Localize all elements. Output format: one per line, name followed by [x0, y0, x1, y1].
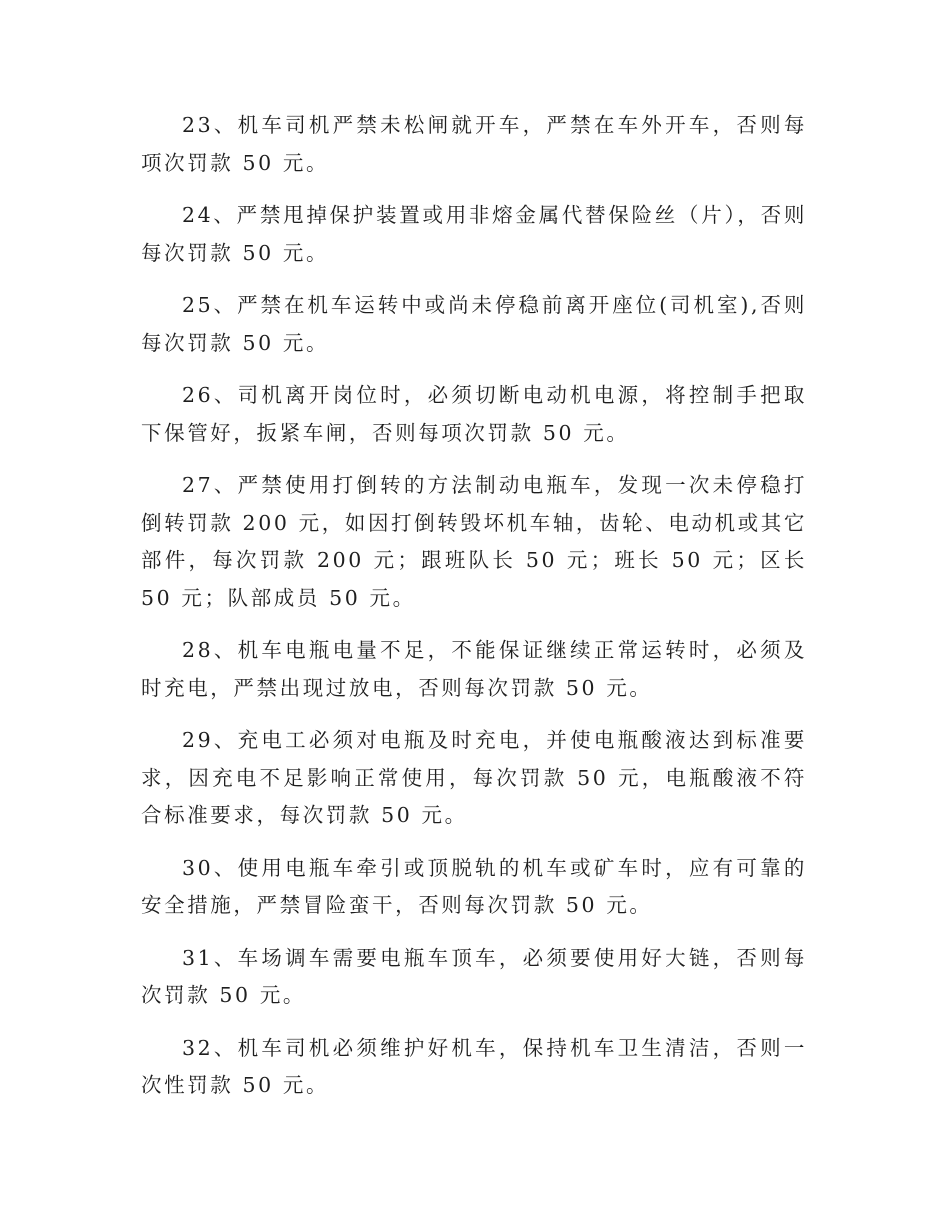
- rule-paragraph-27: 27、严禁使用打倒转的方法制动电瓶车，发现一次未停稳打倒转罚款 200 元，如因打倒转毁坏机车轴，齿轮、电动机或其它部件，每次罚款 200 元；跟班队长 50 元；班长 50 元；区长 50 元；队部成员 50 元。: [141, 473, 807, 610]
- rule-paragraph-24: 24、严禁甩掉保护装置或用非熔金属代替保险丝（片），否则每次罚款 50 元。: [141, 203, 807, 265]
- rule-paragraph-25: 25、严禁在机车运转中或尚未停稳前离开座位(司机室),否则每次罚款 50 元。: [141, 293, 807, 355]
- rule-paragraph-31: 31、车场调车需要电瓶车顶车，必须要使用好大链，否则每次罚款 50 元。: [141, 945, 807, 1007]
- rule-paragraph-23: 23、机车司机严禁未松闸就开车，严禁在车外开车，否则每项次罚款 50 元。: [141, 113, 807, 175]
- rule-paragraph-29: 29、充电工必须对电瓶及时充电，并使电瓶酸液达到标准要求，因充电不足影响正常使用，每次罚款 50 元，电瓶酸液不符合标准要求，每次罚款 50 元。: [141, 728, 807, 827]
- rule-paragraph-30: 30、使用电瓶车牵引或顶脱轨的机车或矿车时，应有可靠的安全措施，严禁冒险蛮干，否则每次罚款 50 元。: [141, 855, 807, 917]
- rule-paragraph-32: 32、机车司机必须维护好机车，保持机车卫生清洁，否则一次性罚款 50 元。: [141, 1035, 807, 1097]
- document-body: [141, 107, 807, 1120]
- rule-paragraph-28: 28、机车电瓶电量不足，不能保证继续正常运转时，必须及时充电，严禁出现过放电，否则每次罚款 50 元。: [141, 638, 807, 700]
- rule-paragraph-26: 26、司机离开岗位时，必须切断电动机电源，将控制手把取下保管好，扳紧车闸，否则每项次罚款 50 元。: [141, 383, 807, 445]
